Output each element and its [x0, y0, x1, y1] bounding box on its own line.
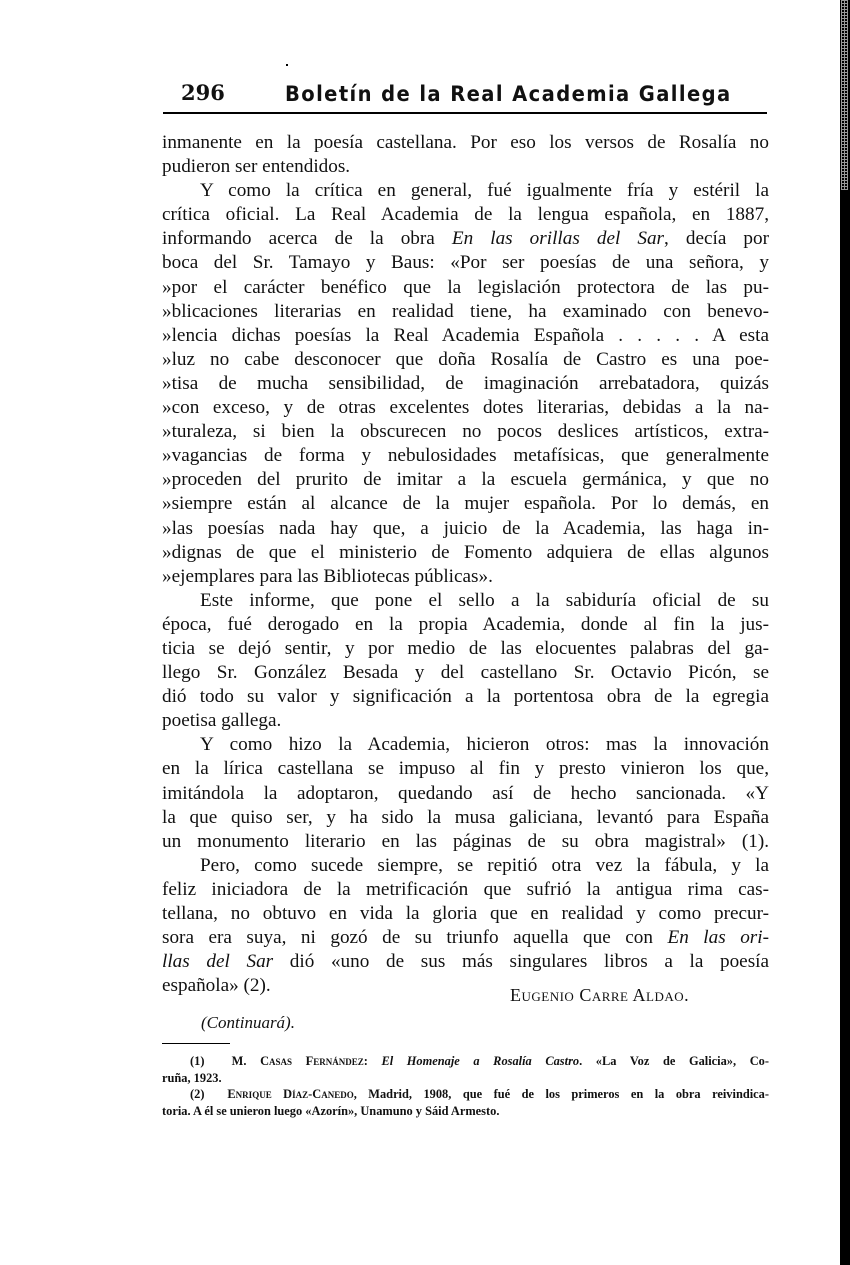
footnote-2-author: Enrique Díaz-Canedo — [227, 1087, 354, 1101]
text-line: inmanente en la poesía castellana. Por eso los versos de Rosalía no — [162, 132, 769, 153]
text-segment: , decía por — [664, 228, 770, 250]
text-line: Este informe, que pone el sello a la sabiduría oficial de su — [200, 589, 769, 611]
journal-title: Boletín de la Real Academia Gallega — [285, 82, 732, 106]
text-line: imitándola la adoptaron, quedando así de hecho sancionada. «Y — [162, 782, 769, 804]
footnote-2-line-1 — [162, 1086, 769, 1103]
footnote-1-line-1: (1) M. Casas Fernández: El Homenaje a Rosalía Castro. «La Voz de Galicia», Co- — [190, 1054, 769, 1068]
text-line: llego Sr. González Besada y del castellano Sr. Octavio Picón, se — [162, 662, 769, 684]
continuation-note: (Continuará). — [201, 1013, 295, 1032]
footnote-1-author: M. Casas Fernández — [231, 1054, 364, 1068]
page-number: 296 — [181, 80, 225, 105]
text-line: »ejemplares para las Bibliotecas públicas». — [162, 565, 493, 587]
text-line: »luz no cabe desconocer que doña Rosalía de Castro es una poe- — [162, 348, 769, 370]
footnotes — [162, 1053, 769, 1119]
text-line: la que quiso ser, y ha sido la musa galiciana, levantó para España — [162, 806, 769, 828]
text-line: »vagancias de forma y nebulosidades metafísicas, que generalmente — [162, 445, 769, 467]
scan-edge-noise — [841, 0, 848, 190]
text-line: Pero, como sucede siempre, se repitió otra vez la fábula, y la — [200, 854, 769, 876]
footnote-1-rest: . «La Voz de Galicia», Co- — [579, 1054, 769, 1068]
text-segment: informando acerca de la obra — [162, 228, 452, 250]
text-line: »blicaciones literarias en realidad tiene, ha examinado con benevo- — [162, 300, 769, 322]
footnote-1-line-2: ruña, 1923. — [162, 1070, 222, 1085]
text-line: feliz iniciadora de la metrificación que sufrió la antigua rima cas- — [162, 878, 769, 900]
running-header — [163, 76, 767, 114]
text-line: española» (2). — [162, 975, 271, 997]
text-line: pudieron ser entendidos. — [162, 156, 351, 178]
article-body — [162, 131, 769, 998]
text-line: »proceden del prurito de imitar a la escuela germánica, y que no — [162, 469, 769, 491]
scan-speck — [286, 64, 288, 66]
text-line — [162, 926, 769, 950]
text-line: un monumento literario en las páginas de su obra magistral» (1). — [162, 830, 769, 852]
text-line: crítica oficial. La Real Academia de la lengua española, en 1887, — [162, 204, 769, 226]
text-line: »con exceso, y de otras excelentes dotes literarias, debidas a la na- — [162, 397, 769, 419]
footnote-2-marker: (2) — [190, 1087, 205, 1101]
text-line: época, fué derogado en la propia Academia, donde al fin la jus- — [162, 613, 769, 635]
text-line: Y como hizo la Academia, hicieron otros: mas la innovación — [200, 734, 769, 756]
text-segment: sora era suya, ni gozó de su triunfo aquella que con — [162, 927, 668, 949]
text-line: »por el carácter benéfico que la legislación protectora de las pu- — [162, 276, 769, 298]
footnote-2-rest: , Madrid, 1908, que fué de los primeros en la obra reivindica- — [353, 1087, 769, 1101]
text-line: Y como la crítica en general, fué igualmente fría y estéril la — [200, 180, 769, 202]
text-line: »turaleza, si bien la obscurecen no pocos deslices artísticos, extra- — [162, 421, 769, 443]
text-line: ticia se dejó sentir, y por medio de las elocuentes palabras del ga- — [162, 637, 769, 659]
text-line — [162, 950, 769, 974]
footnote-rule — [162, 1043, 230, 1044]
author-signature: Eugenio Carre Aldao. — [510, 985, 690, 1005]
book-title-italic: En las orillas del Sar — [451, 228, 665, 250]
footnote-1-marker: (1) — [190, 1054, 205, 1068]
text-line: dió todo su valor y significación a la portentosa obra de la egregia — [162, 686, 769, 708]
text-line: »siempre están al alcance de la mujer española. Por lo demás, en — [162, 493, 769, 515]
text-line: poetisa gallega. — [162, 710, 282, 732]
footnote-1-title: El Homenaje a Rosalía Castro — [381, 1054, 580, 1068]
text-line: »tisa de mucha sensibilidad, de imaginación arrebatadora, quizás — [162, 372, 769, 394]
text-segment: dió «uno de sus más singulares libros a la poesía — [273, 951, 770, 973]
footnote-2-line-2: toria. A él se unieron luego «Azorín», Unamuno y Sáid Armesto. — [162, 1103, 500, 1118]
book-title-italic: En las ori- — [667, 927, 769, 949]
text-line — [162, 227, 769, 251]
text-line: »las poesías nada hay que, a juicio de la Academia, las haga in- — [162, 517, 769, 539]
text-line: tellana, no obtuvo en vida la gloria que en realidad y como precur- — [162, 903, 769, 924]
text-line: boca del Sr. Tamayo y Baus: «Por ser poesías de una señora, y — [162, 252, 769, 274]
text-line: »lencia dichas poesías la Real Academia Española . . . . . A esta — [162, 324, 769, 346]
text-line: en la lírica castellana se impuso al fin y presto vinieron los que, — [162, 758, 769, 780]
text-line: »dignas de que el ministerio de Fomento adquiera de ellas algunos — [162, 541, 769, 563]
book-title-italic: llas del Sar — [162, 951, 274, 973]
